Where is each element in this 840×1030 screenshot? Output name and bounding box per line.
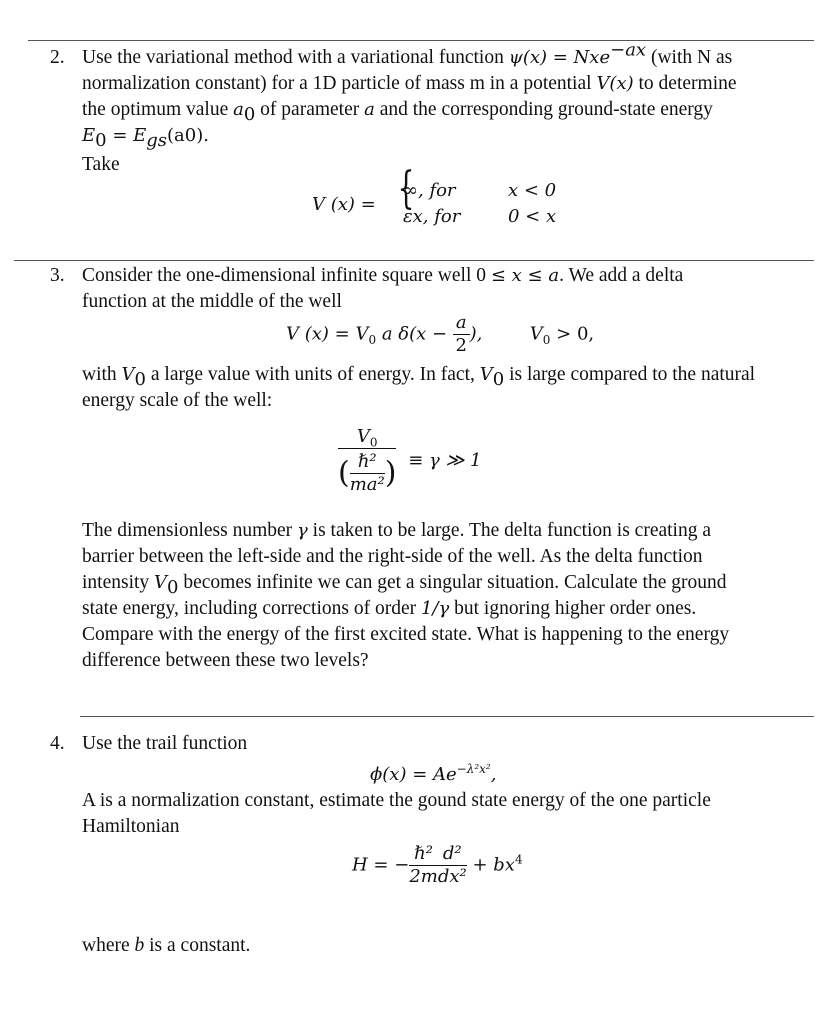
potential-case-1: ∞, for bbox=[403, 180, 456, 201]
problem-4-where: where b is a constant. bbox=[82, 935, 251, 956]
hbar-over-ma2: $\frac{\text{ℏ²}}{\text{ma²}}$ bbox=[349, 451, 385, 495]
divider-3 bbox=[80, 716, 814, 717]
trial-function-equation: $\phi(x) = Ae^{-\lambda^2x^2}$, bbox=[370, 762, 497, 785]
problem-2-number: 2. bbox=[50, 47, 65, 68]
potential-case-2: εx, for bbox=[403, 206, 461, 227]
potential-lhs: V (x) = bbox=[312, 194, 376, 215]
problem-2-line-2: normalization constant) for a 1D particle of mass m in a potential V(x) to determine bbox=[82, 73, 737, 94]
problem-2-line-3: the optimum value $a_0$ of parameter a and the corresponding ground-state energy bbox=[82, 99, 713, 125]
problem-3-paragraph-line-6: difference between these two levels? bbox=[82, 650, 369, 671]
problem-2-energy-definition: $E_0 = E_{gs}(a0)$. bbox=[82, 125, 209, 151]
gamma-fraction: $V_0$ ( $\frac{\text{ℏ²}}{\text{ma²}}$ ) bbox=[338, 426, 397, 495]
gamma-definition: $V_0$ ( $\frac{\text{ℏ²}}{\text{ma²}}$ ) ≡ γ ≫ 1 bbox=[338, 426, 482, 495]
problem-3-line-3: with $V_0$ a large value with units of energy. In fact, $V_0$ is large compared to the natural bbox=[82, 364, 756, 390]
divider-2 bbox=[14, 260, 814, 261]
problem-2-line-1: Use the variational method with a variational function ψ(x) = Nxe$^{-ax}$ (with N as bbox=[82, 39, 733, 68]
hbar-over-2m: $\frac{\text{ℏ²}}{2m}$ bbox=[409, 843, 438, 887]
problem-4-line-1: Use the trail function bbox=[82, 733, 248, 754]
problem-3-line-1: Consider the one-dimensional infinite square well 0 ≤ x ≤ a. We add a delta bbox=[82, 265, 684, 286]
problem-4-number: 4. bbox=[50, 733, 65, 754]
second-derivative: $\frac{\text{d²}}{\text{dx²}}$ bbox=[437, 843, 467, 887]
problem-3-paragraph-line-2: barrier between the left-side and the right-side of the well. As the delta function bbox=[82, 546, 703, 567]
hamiltonian-equation: H = − $\frac{\text{ℏ²}}{2m}$ $\frac{\text{d²}}{\text{dx²}}$ + $bx^4$ bbox=[352, 843, 523, 887]
divider-top bbox=[28, 40, 814, 41]
problem-3-delta-potential: V $(x) = V_0$ a δ(x − $\frac{a}{2}$ ), $V_0 > 0$, bbox=[286, 312, 595, 356]
problem-4-line-3: Hamiltonian bbox=[82, 816, 180, 837]
problem-3-paragraph-line-4: state energy, including corrections of order 1/γ but ignoring higher order ones. bbox=[82, 598, 697, 619]
problem-3-line-2: function at the middle of the well bbox=[82, 291, 342, 312]
potential-condition-2: 0 < x bbox=[508, 206, 557, 227]
problem-3-line-4: energy scale of the well: bbox=[82, 390, 273, 411]
piecewise-brace: { bbox=[397, 163, 415, 214]
a-over-2-fraction: $\frac{a}{2}$ bbox=[453, 312, 470, 357]
problem-3-number: 3. bbox=[50, 265, 65, 286]
problem-4-line-2: A is a normalization constant, estimate the gound state energy of the one particle bbox=[82, 790, 711, 811]
problem-3-paragraph-line-1: The dimensionless number γ is taken to be large. The delta function is creating a bbox=[82, 520, 712, 541]
potential-condition-1: x < 0 bbox=[508, 180, 557, 201]
problem-2-take: Take bbox=[82, 154, 120, 175]
problem-3-paragraph-line-5: Compare with the energy of the first excited state. What is happening to the energy bbox=[82, 624, 730, 645]
problem-3-paragraph-line-3: intensity $V_0$ becomes infinite we can get a singular situation. Calculate the ground bbox=[82, 572, 727, 598]
